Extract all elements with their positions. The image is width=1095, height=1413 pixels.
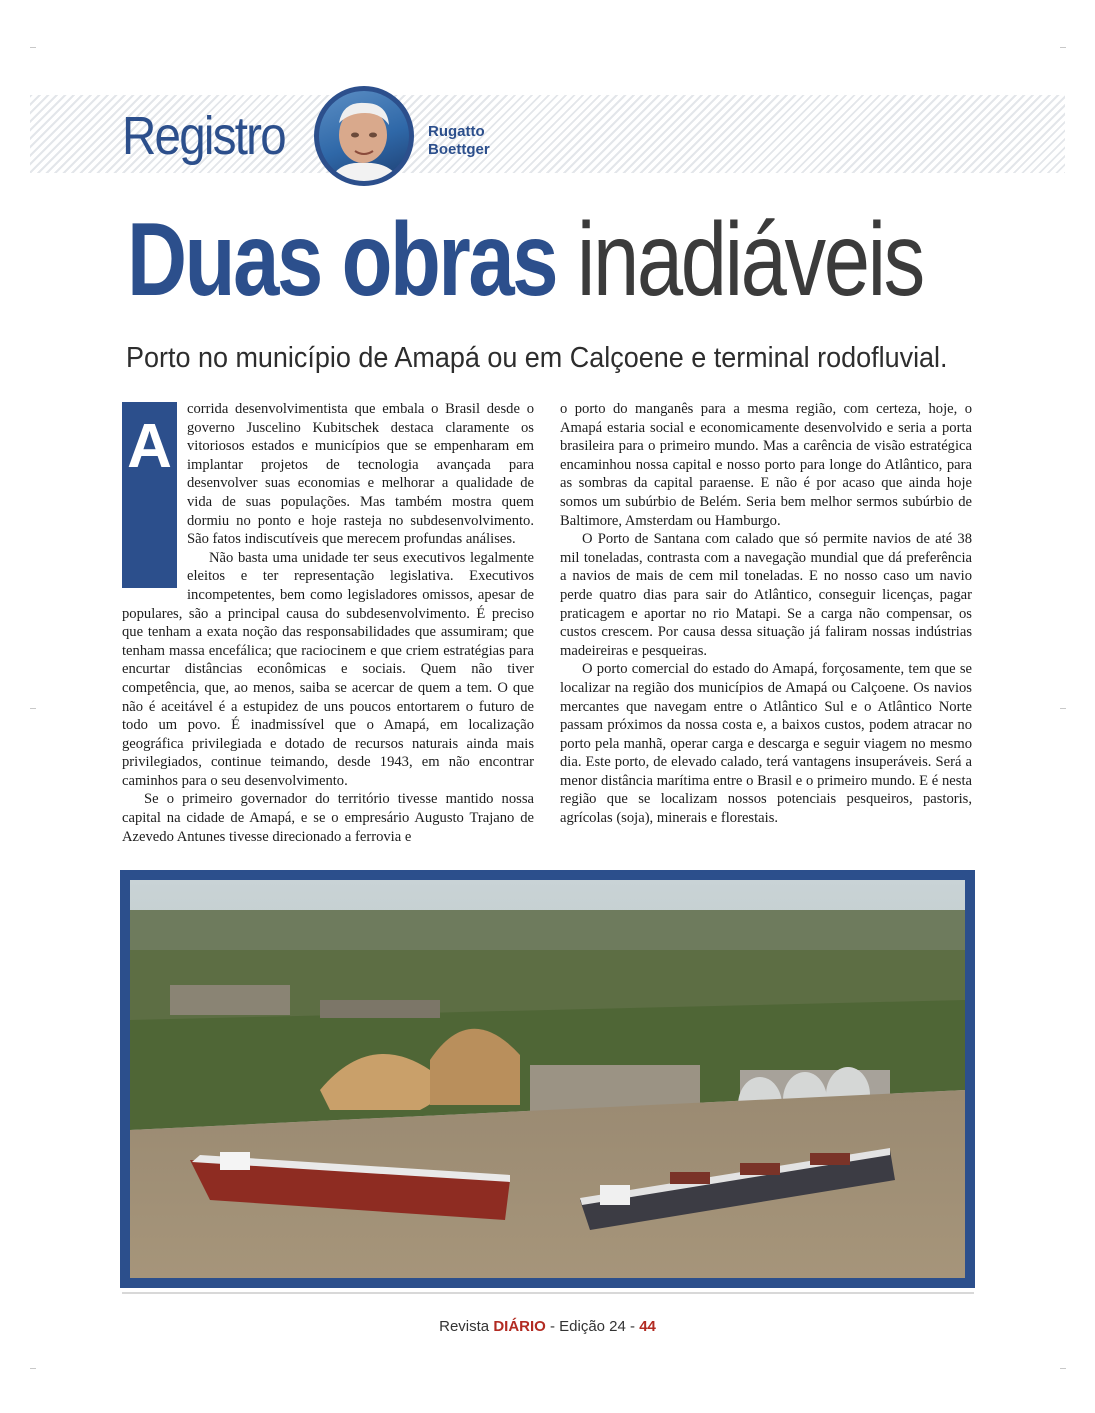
crop-mark (1060, 1368, 1066, 1369)
headline-light: inadiáveis (576, 202, 923, 318)
page-number: 44 (639, 1318, 656, 1335)
author-avatar (314, 86, 414, 186)
footer-prefix: Revista (439, 1318, 490, 1335)
footer-brand: DIÁRIO (493, 1318, 546, 1335)
page-footer (0, 1318, 1095, 1335)
crop-mark (1060, 47, 1066, 48)
article-column-right (560, 400, 972, 828)
paragraph: Se o primeiro governador do território tivesse mantido nossa capital na cidade de Amapá, e se o empresário Augusto Trajano de Azevedo Antunes tivesse direcionado a ferrovia e (122, 791, 534, 845)
article-column-left (122, 400, 534, 846)
drop-cap: A (122, 402, 177, 588)
subheadline: Porto no município de Amapá ou em Calçoene e terminal rodofluvial. (126, 342, 948, 374)
crop-mark (30, 708, 36, 709)
port-aerial-photo (130, 880, 965, 1278)
author-last-name: Boettger (428, 141, 490, 158)
paragraph: O porto comercial do estado do Amapá, forçosamente, tem que se localizar na região dos municípios de Amapá ou Calçoene. Os navios mercantes que navegam entre o Atlântico Sul e o Atlântico Norte passam próximos da nossa costa e, a baixos custos, podem atracar no porto pela manhã, operar carga e descarga e seguir viagem no mesmo dia. Este porto, de elevado calado, terá vantagens insuperáveis. Será a menor distância marítima entre o Brasil e o primeiro mundo. E é nesta região que se localizam nossos potenciais pesqueiros, pastoris, agrícolas (soja), minerais e florestais. (560, 661, 972, 827)
port-photo-frame (120, 870, 975, 1288)
paragraph: Não basta uma unidade ter seus executivos legalmente eleitos e ter representação legislativa. Executivos incompetentes, bem como legisladores omissos, apesar de populares, são a principal causa do subdesenvolvimento. É preciso que tenham a exata noção das responsabilidades que assumiram; que tenham massa encefálica; que raciocinem e que criem estratégias para encurtar distâncias econômicas e sociais. Quem não tiver competência, que, ao menos, saiba se acercar de quem a tem. O que não é aceitável é a estupidez de uns poucos entortarem o futuro de todo um povo. É inadmissível que o Amapá, em localização geográfica privilegiada e dotado de recursos naturais ainda mais privilegiados, continue teimando, desde 1943, em não encontrar caminhos para o seu desenvolvimento. (122, 549, 534, 789)
section-title: Registro (122, 106, 285, 166)
headline-bold: Duas obras (127, 202, 557, 318)
paragraph: corrida desenvolvimentista que embala o Brasil desde o governo Juscelino Kubitschek destaca claramente os vitoriosos estados e municípios que se empenharam em implantar projetos de tecnologia avançada para desenvolver suas economias e melhorar a qualidade de vida de suas populações. Mas também mostra quem dormiu no ponto e hoje rasteja no subdesenvolvimento. São fatos indiscutíveis que merecem profundas análises. (187, 401, 534, 548)
footer-edition: - Edição 24 - (549, 1318, 636, 1335)
crop-mark (30, 1368, 36, 1369)
author-name (428, 123, 490, 159)
author-first-name: Rugatto (428, 123, 485, 140)
divider (122, 1292, 974, 1294)
paragraph: o porto do manganês para a mesma região, com certeza, hoje, o Amapá estaria social e economicamente desenvolvido e seria a porta brasileira para o primeiro mundo. Mas a carência de visão estratégica encaminhou nossa capital e nosso porto para longe do Atlântico, para as sombras da capital paraense. E não é por acaso que ainda hoje somos um subúrbio de Belém. Seria bem melhor sermos subúrbio de Baltimore, Amsterdam ou Hamburgo. (560, 401, 972, 529)
paragraph: O Porto de Santana com calado que só permite navios de até 38 mil toneladas, contrasta com a navegação mundial que dá preferência a navios de mais de cem mil toneladas. E no nosso caso um navio perde quatro dias para sair do Atlântico, conseguir licenças, pagar praticagem e aportar no rio Matapi. Se a carga não compensar, os custos crescem. Por causa dessa situação já faliram nossas indústrias madeireiras e pesqueiras. (560, 531, 972, 659)
headline (127, 200, 923, 320)
crop-mark (1060, 708, 1066, 709)
crop-mark (30, 47, 36, 48)
